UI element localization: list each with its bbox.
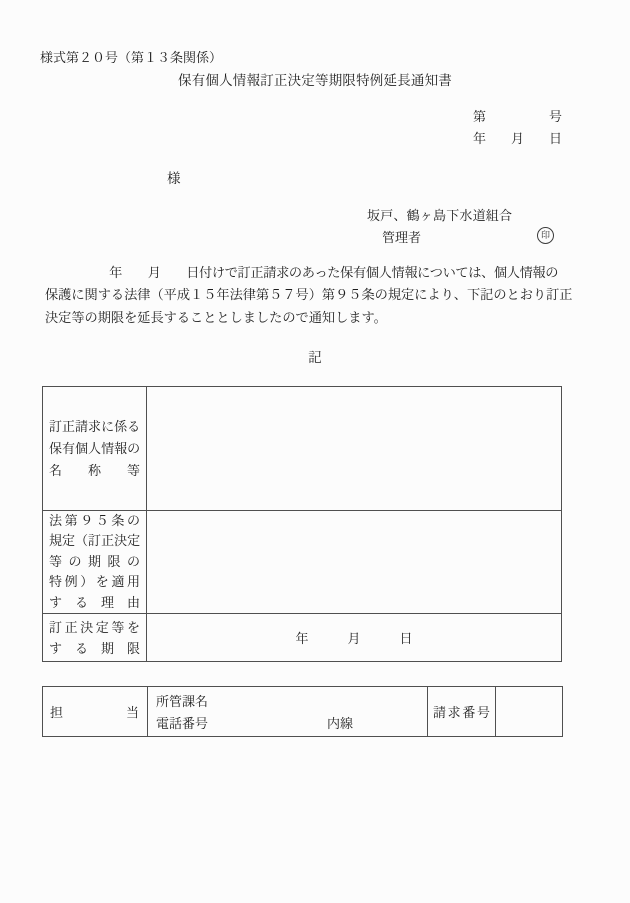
sender-title: 管理者 — [382, 230, 422, 245]
body-line: 年 月 日付けで訂正請求のあった保有個人情報については、個人情報の — [45, 265, 559, 280]
page-title: 保有個人情報訂正決定等期限特例延長通知書 — [178, 73, 452, 88]
department-label: 所管課名 — [156, 693, 209, 709]
request-number-value-cell — [496, 687, 562, 736]
label-line: 訂 正 決 定 等 を — [49, 619, 140, 635]
main-table-row3-label — [43, 614, 147, 661]
extension-label: 内線 — [326, 715, 353, 731]
label-line: 法 第 ９ ５ 条 の — [49, 512, 140, 528]
body-line: 決定等の期限を延長することとしましたので通知します。 — [45, 309, 387, 325]
label-line: 等 の 期 限 の — [49, 553, 140, 569]
seal-icon: 印 — [537, 227, 554, 244]
sender-organization: 坂戸、鶴ヶ島下水道組合 — [367, 208, 513, 223]
label-line: 特 例 ） を 適 用 — [49, 574, 140, 590]
staff-label: 担 当 — [50, 705, 139, 720]
contact-table — [42, 686, 563, 737]
phone-label: 電話番号 — [156, 715, 209, 731]
issue-date-line — [473, 128, 562, 147]
day-label: 日 — [548, 131, 562, 146]
form-number: 様式第２０号（第１３条関係） — [40, 50, 223, 65]
request-number-label: 請 求 番 号 — [433, 705, 490, 720]
staff-cell — [43, 687, 148, 736]
body-line: 保護に関する法律（平成１５年法律第５７号）第９５条の規定により、下記のとおり訂正 — [45, 287, 573, 303]
doc-number-suffix: 号 — [548, 109, 562, 124]
label-line: 保 有 個 人 情 報 の — [49, 440, 141, 456]
month-label: 月 — [510, 131, 524, 146]
doc-number-line — [473, 106, 562, 125]
label-line: 規 定 （ 訂 正 決 定 — [49, 533, 141, 549]
main-table-row3-value: 年 月 日 — [295, 631, 413, 646]
main-table-row2-label — [43, 511, 147, 614]
record-heading: 記 — [308, 350, 322, 365]
addressee-suffix: 様 — [167, 171, 181, 186]
label-line: す る 期 限 — [49, 640, 140, 656]
main-table-row1-value — [147, 387, 561, 511]
main-table — [42, 386, 562, 662]
main-table-row2-value — [147, 511, 561, 614]
phone-line — [156, 713, 419, 735]
year-label: 年 — [473, 131, 487, 146]
doc-number-prefix: 第 — [473, 109, 487, 124]
label-line: 名 称 等 — [49, 462, 140, 478]
request-number-cell — [428, 687, 496, 736]
main-table-row1-label — [43, 387, 147, 511]
department-cell — [148, 687, 428, 736]
label-line: 訂 正 請 求 に 係 る — [49, 418, 141, 434]
label-line: す る 理 由 — [49, 594, 140, 610]
body-paragraph — [45, 262, 581, 329]
